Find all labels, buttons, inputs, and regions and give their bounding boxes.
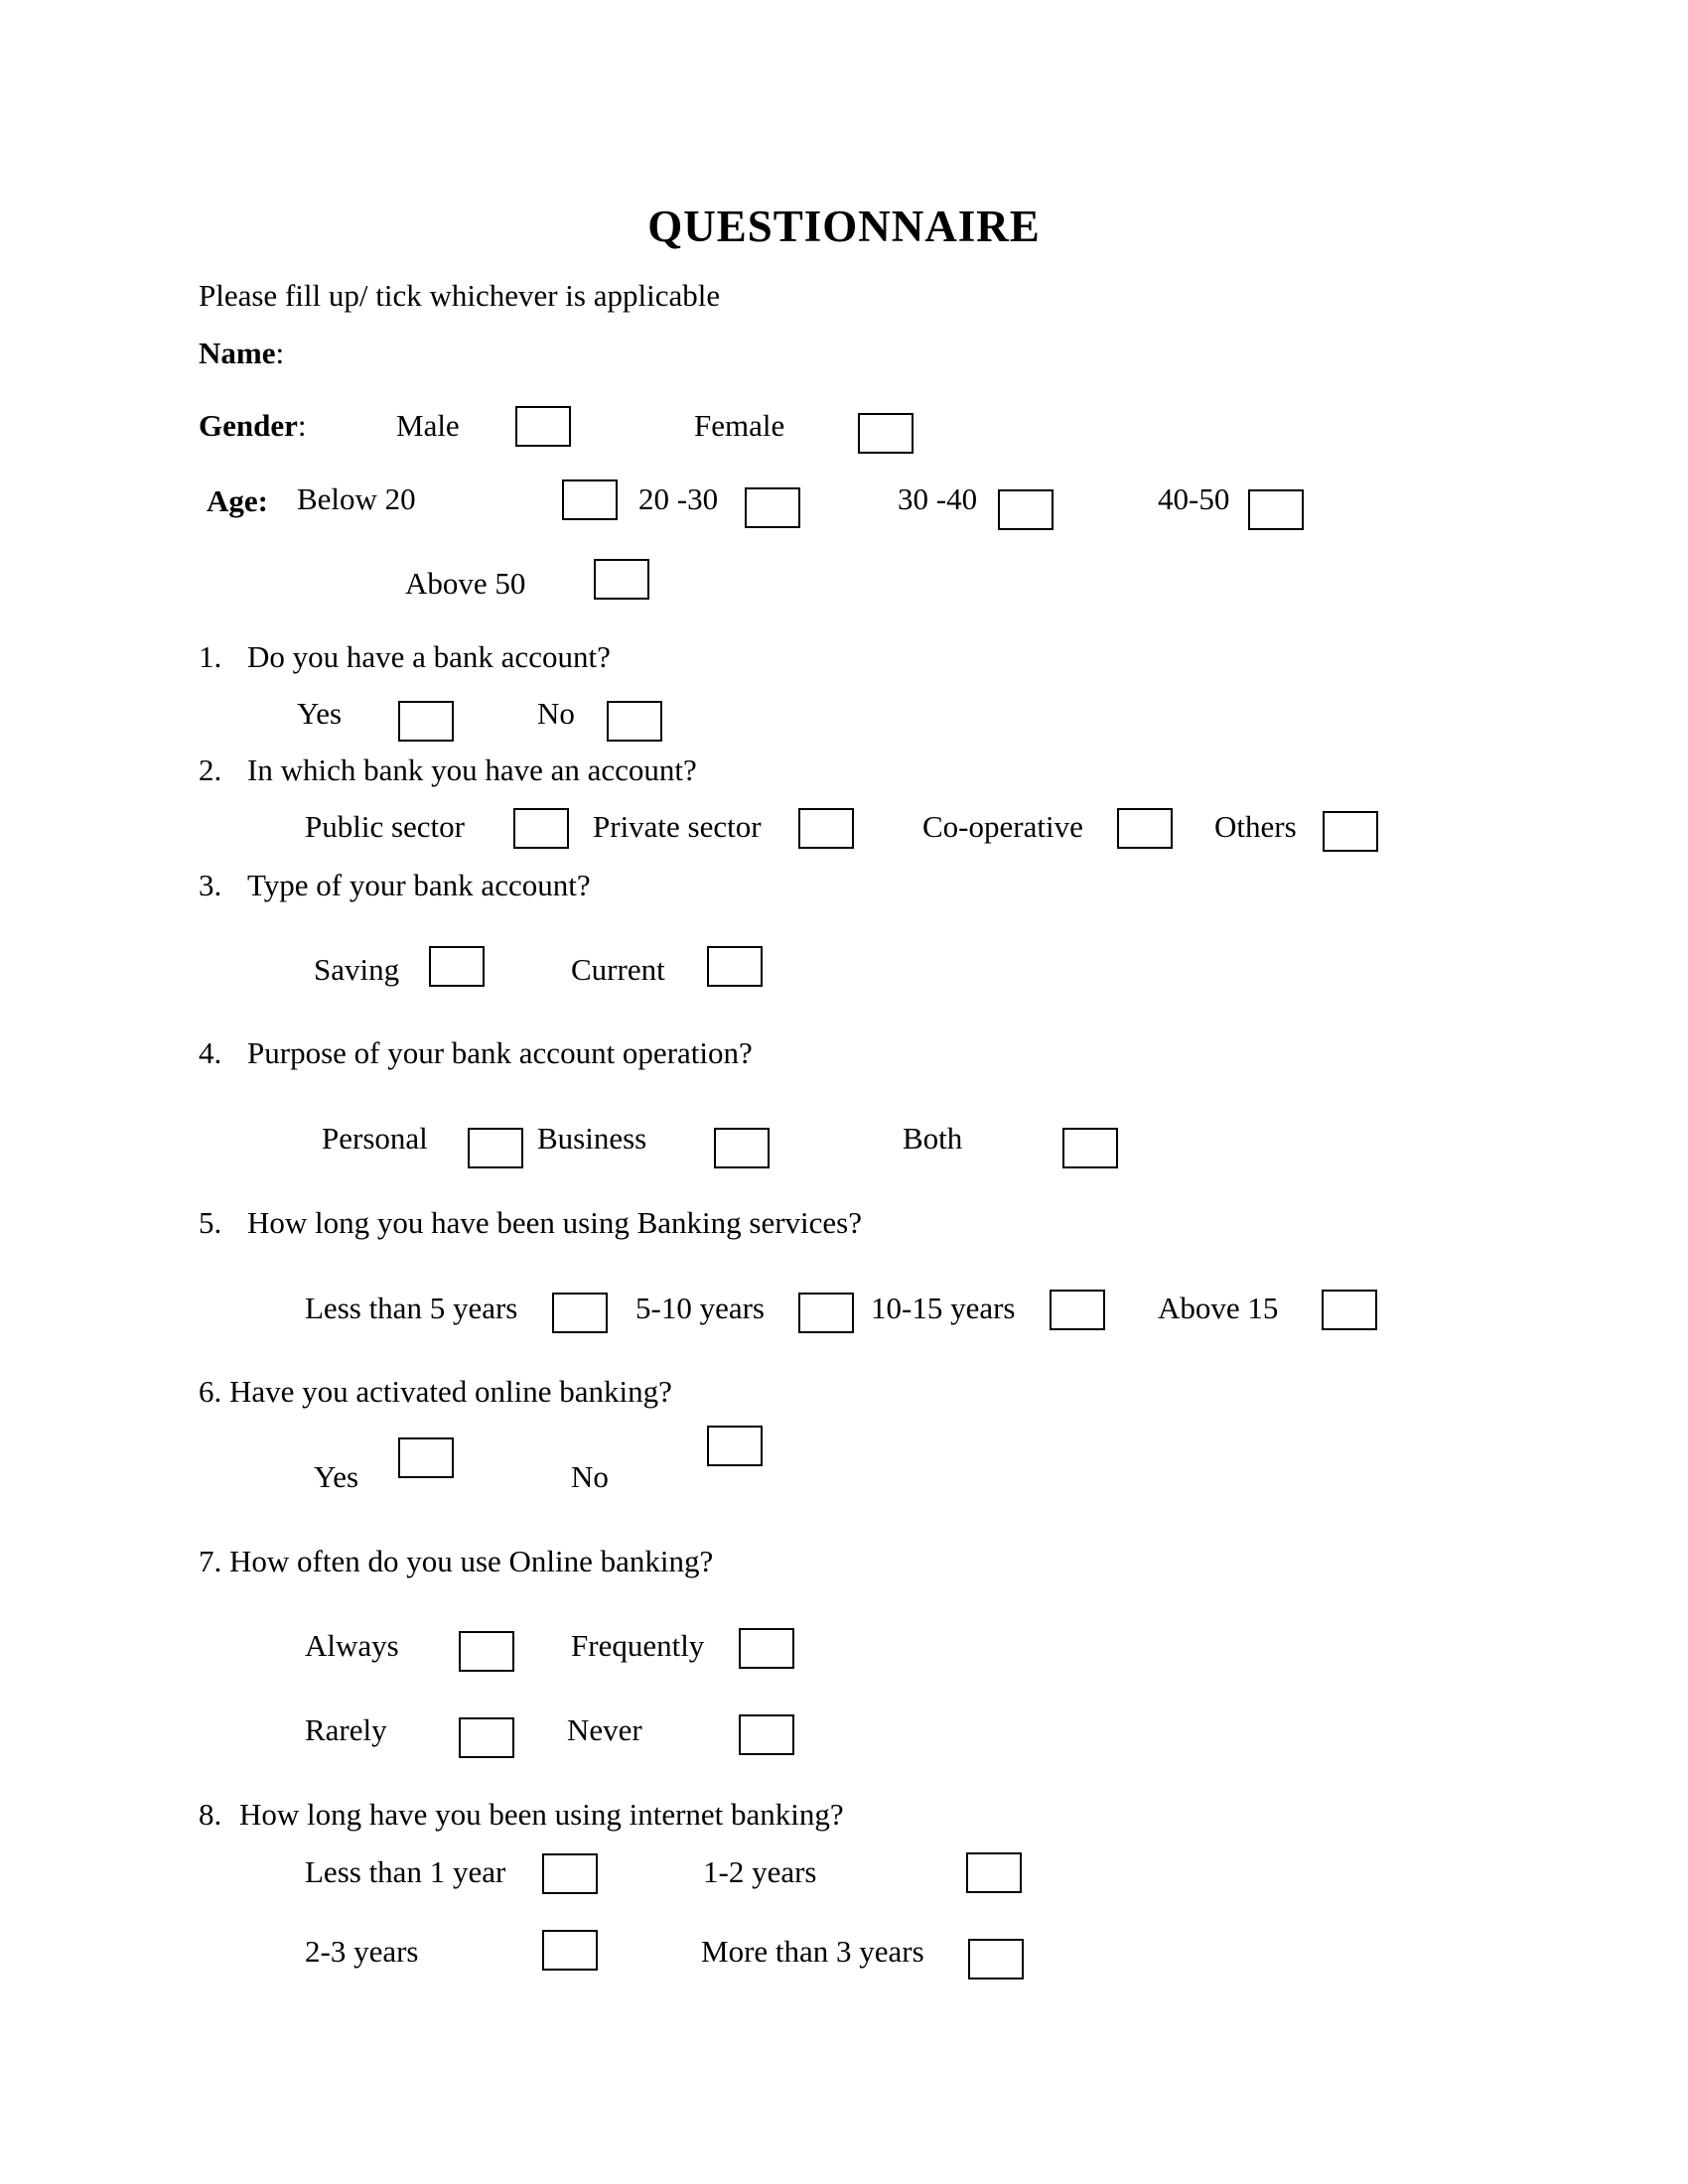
- q7-frequently-checkbox[interactable]: [739, 1628, 794, 1669]
- age-below-20-checkbox[interactable]: [562, 479, 618, 520]
- male-checkbox[interactable]: [515, 406, 571, 447]
- q5-5-10-years-checkbox[interactable]: [798, 1293, 854, 1333]
- option-label: Always: [305, 1628, 399, 1663]
- option-label: Others: [1214, 809, 1297, 844]
- q4-personal-checkbox[interactable]: [468, 1128, 523, 1168]
- gender-label: Gender: [199, 408, 298, 443]
- option-label: 20 -30: [638, 481, 719, 516]
- option-label: Personal: [322, 1121, 428, 1156]
- option-label: 40-50: [1158, 481, 1230, 516]
- option-label: 2-3 years: [305, 1934, 419, 1969]
- option-label: 1-2 years: [703, 1854, 817, 1889]
- q8-2-3-years-checkbox[interactable]: [542, 1930, 598, 1971]
- question-text: How long have you been using internet banking?: [239, 1797, 844, 1832]
- question-number: 4.: [199, 1035, 222, 1070]
- question-text: Purpose of your bank account operation?: [247, 1035, 753, 1070]
- question-number: 5.: [199, 1205, 222, 1240]
- question-text: In which bank you have an account?: [247, 752, 697, 787]
- option-label: Above 15: [1158, 1291, 1279, 1325]
- question-text: How long you have been using Banking services?: [247, 1205, 863, 1240]
- q3-current-checkbox[interactable]: [707, 946, 763, 987]
- option-label: Rarely: [305, 1712, 387, 1747]
- page-title: QUESTIONNAIRE: [647, 202, 1041, 251]
- option-label: Never: [567, 1712, 642, 1747]
- q5-less-than-5-years-checkbox[interactable]: [552, 1293, 608, 1333]
- q7-never-checkbox[interactable]: [739, 1714, 794, 1755]
- gender-field-label: [199, 410, 307, 441]
- q6-yes-checkbox[interactable]: [398, 1437, 454, 1478]
- age-label: Age:: [207, 483, 268, 518]
- option-label: Saving: [314, 952, 400, 987]
- option-label: Female: [694, 408, 785, 443]
- q6-no-checkbox[interactable]: [707, 1426, 763, 1466]
- name-field-label: [199, 338, 284, 368]
- age-40-50-checkbox[interactable]: [1248, 489, 1304, 530]
- q7-rarely-checkbox[interactable]: [459, 1717, 514, 1758]
- question-text: Have you activated online banking?: [229, 1374, 672, 1409]
- q1-yes-checkbox[interactable]: [398, 701, 454, 742]
- option-label: Both: [903, 1121, 963, 1156]
- option-label: More than 3 years: [701, 1934, 924, 1969]
- gender-colon: :: [297, 408, 307, 443]
- option-label: Frequently: [571, 1628, 705, 1663]
- option-label: Business: [537, 1121, 647, 1156]
- instruction-text: Please fill up/ tick whichever is applicable: [199, 278, 721, 313]
- q2-co-operative-checkbox[interactable]: [1117, 808, 1173, 849]
- question-number-and-text: [199, 1546, 713, 1576]
- option-label: Current: [571, 952, 665, 987]
- question-number-and-text: [199, 1376, 672, 1407]
- q7-always-checkbox[interactable]: [459, 1631, 514, 1672]
- q2-private-sector-checkbox[interactable]: [798, 808, 854, 849]
- q2-public-sector-checkbox[interactable]: [513, 808, 569, 849]
- q8-more-than-3-years-checkbox[interactable]: [968, 1939, 1024, 1979]
- option-label: Above 50: [405, 566, 526, 601]
- age-above-50-checkbox[interactable]: [594, 559, 649, 600]
- q4-business-checkbox[interactable]: [714, 1128, 770, 1168]
- question-number: 3.: [199, 868, 222, 902]
- option-label: Public sector: [305, 809, 465, 844]
- option-label: Yes: [297, 696, 343, 731]
- q8-less-than-1-year-checkbox[interactable]: [542, 1853, 598, 1894]
- option-label: Less than 1 year: [305, 1854, 506, 1889]
- name-label: Name: [199, 336, 276, 370]
- question-number: 7.: [199, 1544, 222, 1578]
- question-text: Type of your bank account?: [247, 868, 591, 902]
- q8-1-2-years-checkbox[interactable]: [966, 1852, 1022, 1893]
- option-label: Less than 5 years: [305, 1291, 518, 1325]
- age-20-30-checkbox[interactable]: [745, 487, 800, 528]
- option-label: Co-operative: [922, 809, 1083, 844]
- option-label: Male: [396, 408, 460, 443]
- option-label: 30 -40: [898, 481, 978, 516]
- question-number: 2.: [199, 752, 222, 787]
- female-checkbox[interactable]: [858, 413, 914, 454]
- question-number: 1.: [199, 639, 222, 674]
- age-30-40-checkbox[interactable]: [998, 489, 1054, 530]
- name-colon: :: [275, 336, 285, 370]
- q1-no-checkbox[interactable]: [607, 701, 662, 742]
- q3-saving-checkbox[interactable]: [429, 946, 485, 987]
- question-number: 8.: [199, 1797, 222, 1832]
- option-label: 5-10 years: [635, 1291, 765, 1325]
- q2-others-checkbox[interactable]: [1323, 811, 1378, 852]
- option-label: Private sector: [593, 809, 762, 844]
- option-label: Below 20: [297, 481, 416, 516]
- q5-10-15-years-checkbox[interactable]: [1050, 1290, 1105, 1330]
- option-label: No: [571, 1459, 609, 1494]
- question-text: How often do you use Online banking?: [229, 1544, 714, 1578]
- option-label: 10-15 years: [871, 1291, 1016, 1325]
- q5-above-15-checkbox[interactable]: [1322, 1290, 1377, 1330]
- question-text: Do you have a bank account?: [247, 639, 611, 674]
- question-number: 6.: [199, 1374, 222, 1409]
- option-label: No: [537, 696, 575, 731]
- option-label: Yes: [314, 1459, 359, 1494]
- q4-both-checkbox[interactable]: [1062, 1128, 1118, 1168]
